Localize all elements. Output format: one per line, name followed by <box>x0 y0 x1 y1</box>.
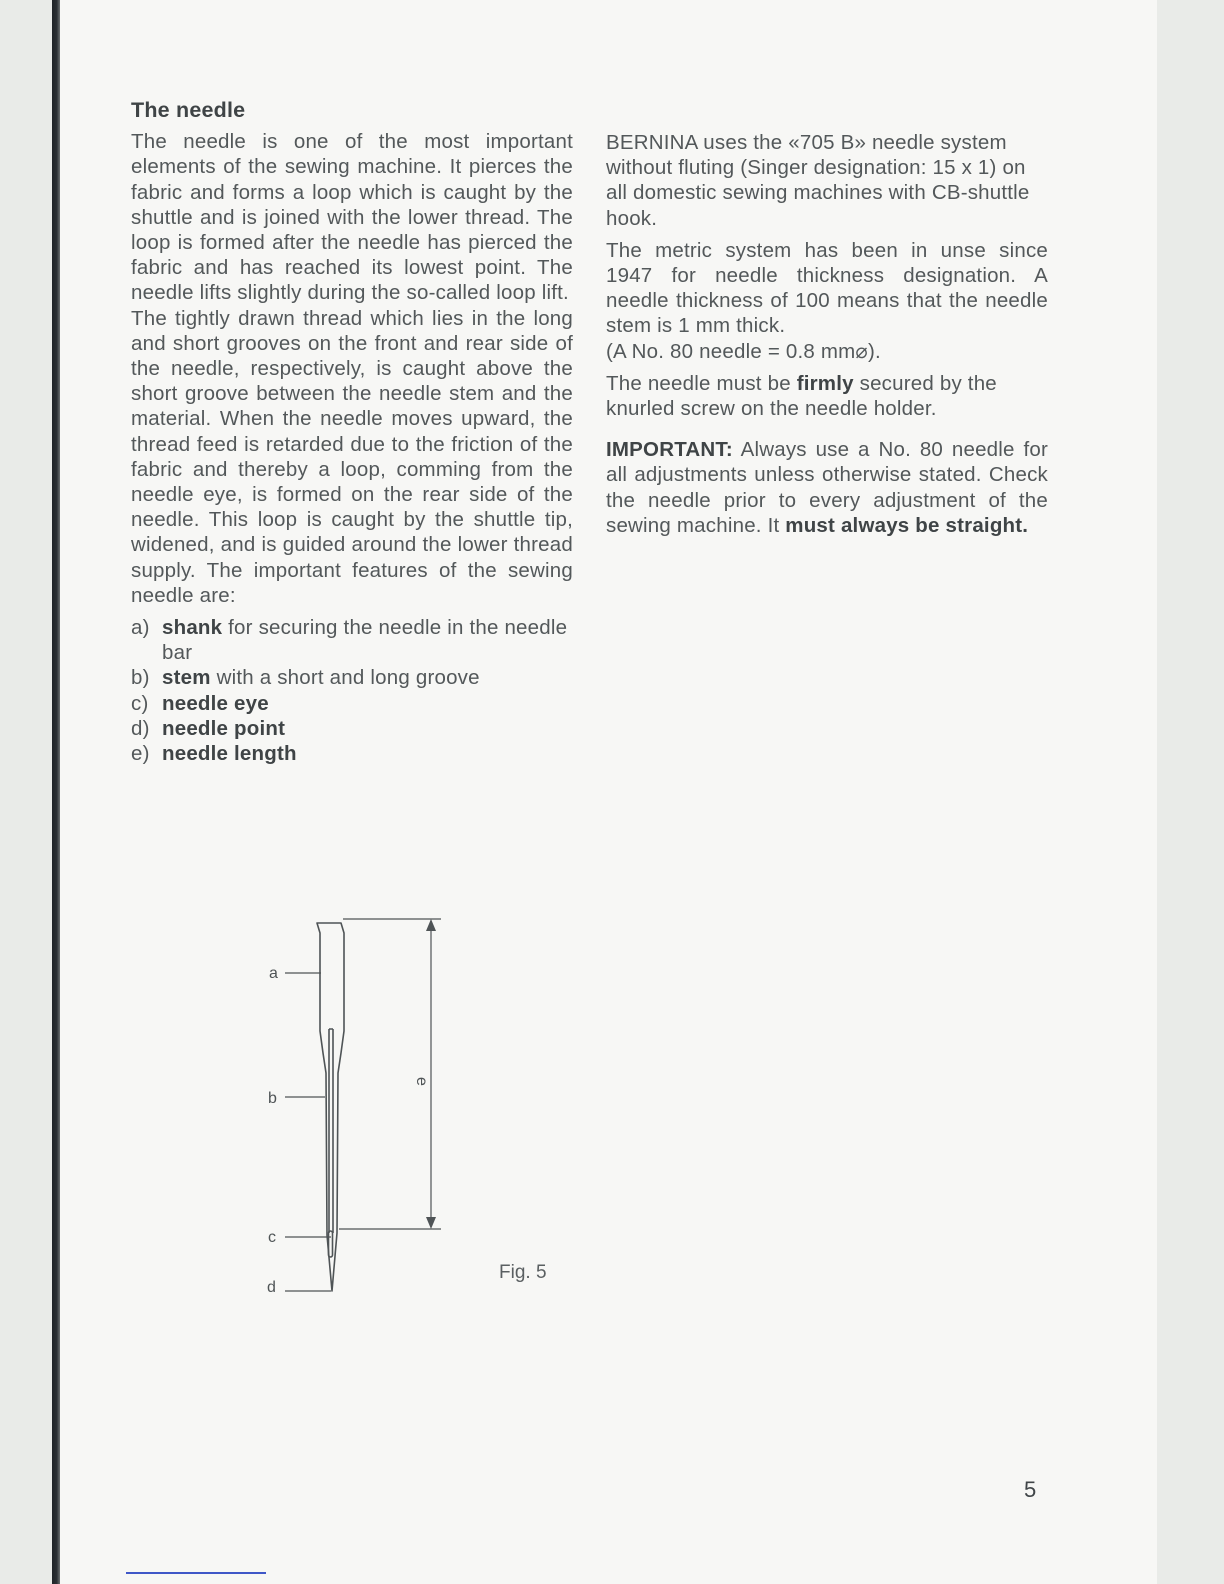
right-paragraph-3: (A No. 80 needle = 0.8 mm⌀). <box>606 339 881 363</box>
features-list <box>131 615 573 766</box>
binding-edge <box>52 0 60 1584</box>
right-paragraph-1: BERNINA uses the «705 B» needle system without fluting (Singer designation: 15 x 1) on all domestic sewing machines with CB-shuttle hook. <box>606 131 1030 230</box>
right-column <box>606 130 1048 538</box>
list-item: a) shank for securing the needle in the needle bar <box>131 616 568 665</box>
needle-eye <box>329 1231 333 1257</box>
section-title: The needle <box>131 98 246 122</box>
left-column <box>131 98 573 766</box>
list-item: d) needle point <box>131 716 286 740</box>
important-note: IMPORTANT: Always use a No. 80 needle for all adjustments unless otherwise stated. Check the needle prior to every adjustment of the sewing machine. It must always be straight. <box>606 438 1048 537</box>
label-b: b <box>268 1090 277 1107</box>
figure-caption: Fig. 5 <box>499 1262 547 1283</box>
label-c: c <box>268 1229 276 1246</box>
left-paragraph-2: The tightly drawn thread which lies in the long and short grooves on the front and rear side of the needle, respectively, is caught above the short groove between the needle stem and the material. When the needle moves upward, the thread feed is retarded due to the friction of the fabric and thereby a loop, comming from the needle eye, is formed on the rear side of the needle. This loop is caught by the shuttle tip, widened, and is guided around the lower thread supply. The important features of the sewing needle are: <box>131 306 573 607</box>
needle-figure <box>255 905 455 1305</box>
list-item: e) needle length <box>131 742 297 766</box>
label-e: e <box>413 1077 430 1086</box>
right-paragraph-2: The metric system has been in unse since 1947 for needle thickness designation. A needle thickness of 100 means that the needle stem is 1 mm thick. <box>606 238 1048 338</box>
left-paragraph-1: The needle is one of the most important elements of the sewing machine. It pierces the fabric and forms a loop which is caught by the shuttle and is joined with the lower thread. The loop is formed after the needle has pierced the fabric and has reached its lowest point. The needle lifts slightly during the so-called loop lift. <box>131 130 573 305</box>
page-number: 5 <box>1024 1477 1037 1502</box>
needle-groove <box>329 1029 333 1233</box>
label-d: d <box>267 1279 276 1296</box>
label-a: a <box>269 965 278 982</box>
right-paragraph-4: The needle must be firmly secured by the knurled screw on the needle holder. <box>606 371 997 421</box>
needle-outline <box>317 923 344 1291</box>
list-item: c) needle eye <box>131 691 269 715</box>
list-item: b) stem with a short and long groove <box>131 666 480 690</box>
blue-line <box>126 1572 266 1574</box>
